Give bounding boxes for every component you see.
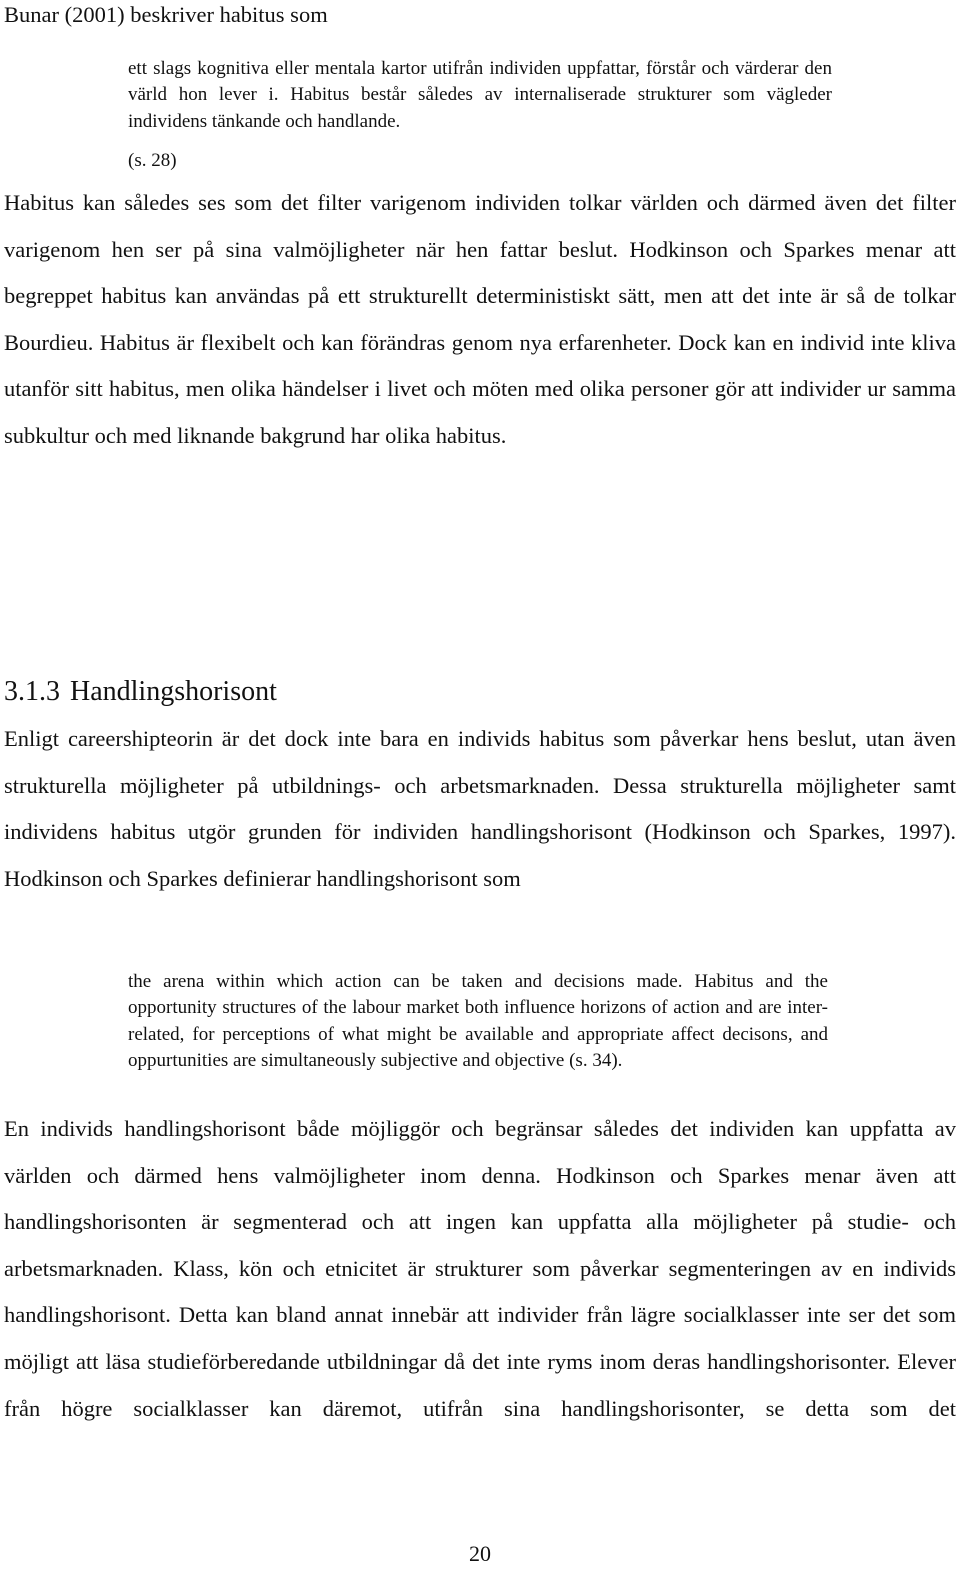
paragraph-careership: Enligt careershipteorin är det dock inte bara en individs habitus som påverkar hens beslut, utan även strukturella möjligheter på utbildnings- och arbetsmarknaden. Dessa strukturella möjligheter samt individens habitus utgör grunden för individen handlingshorisont (Hodkinson och Sparkes, 1997). Hodkinson och Sparkes definierar handlingshorisont som bbox=[4, 726, 956, 891]
section-title: Handlingshorisont bbox=[70, 676, 277, 707]
section-number: 3.1.3 bbox=[4, 676, 60, 707]
section-heading bbox=[4, 672, 277, 712]
block-quote-hodkinson: the arena within which action can be taken and decisions made. Habitus and the opportunity structures of the labour market both influence horizons of action and are inter-related, for perceptions of what might be available and appropriate affect decisons, and oppurtunities are simultaneously subjective and objective (s. 34). bbox=[128, 971, 828, 1071]
block-quote-bunar: ett slags kognitiva eller mentala kartor utifrån individen uppfattar, förstår och värderar den värld hon lever i. Habitus består således av internaliserade strukturer som vägleder individens tänkande och handlande. bbox=[128, 58, 832, 132]
quote-citation: (s. 28) bbox=[128, 150, 177, 171]
page-number: 20 bbox=[469, 1541, 491, 1566]
paragraph-habitus: Habitus kan således ses som det filter varigenom individen tolkar världen och därmed även det filter varigenom hen ser på sina valmöjligheter när hen fattar beslut. Hodkinson och Sparkes menar att begreppet habitus kan användas på ett strukturellt deterministiskt sätt, men att det inte är så de tolkar Bourdieu. Habitus är flexibelt och kan förändras genom nya erfarenheter. Dock kan en individ inte kliva utanför sitt habitus, men olika händelser i livet och möten med olika personer gör att individer ur samma subkultur och med liknande bakgrund har olika habitus. bbox=[4, 190, 956, 448]
paragraph-handlingshorisont: En individs handlingshorisont både möjliggör och begränsar således det individen kan uppfatta av världen och därmed hens valmöjligheter inom denna. Hodkinson och Sparkes menar även att handlingshorisonten är segmenterad och att ingen kan uppfatta alla möjligheter på studie- och arbetsmarknaden. Klass, kön och etnicitet är strukturer som påverkar segmenteringen av en individs handlingshorisont. Detta kan bland annat innebär att individer från lägre socialklasser inte ser det som möjligt att läsa studieförberedande utbildningar då det inte ryms inom deras handlingshorisonter. Elever från högre socialklasser kan däremot, utifrån sina handlingshorisonter, se detta som det bbox=[4, 1116, 956, 1421]
intro-line: Bunar (2001) beskriver habitus som bbox=[4, 2, 328, 27]
